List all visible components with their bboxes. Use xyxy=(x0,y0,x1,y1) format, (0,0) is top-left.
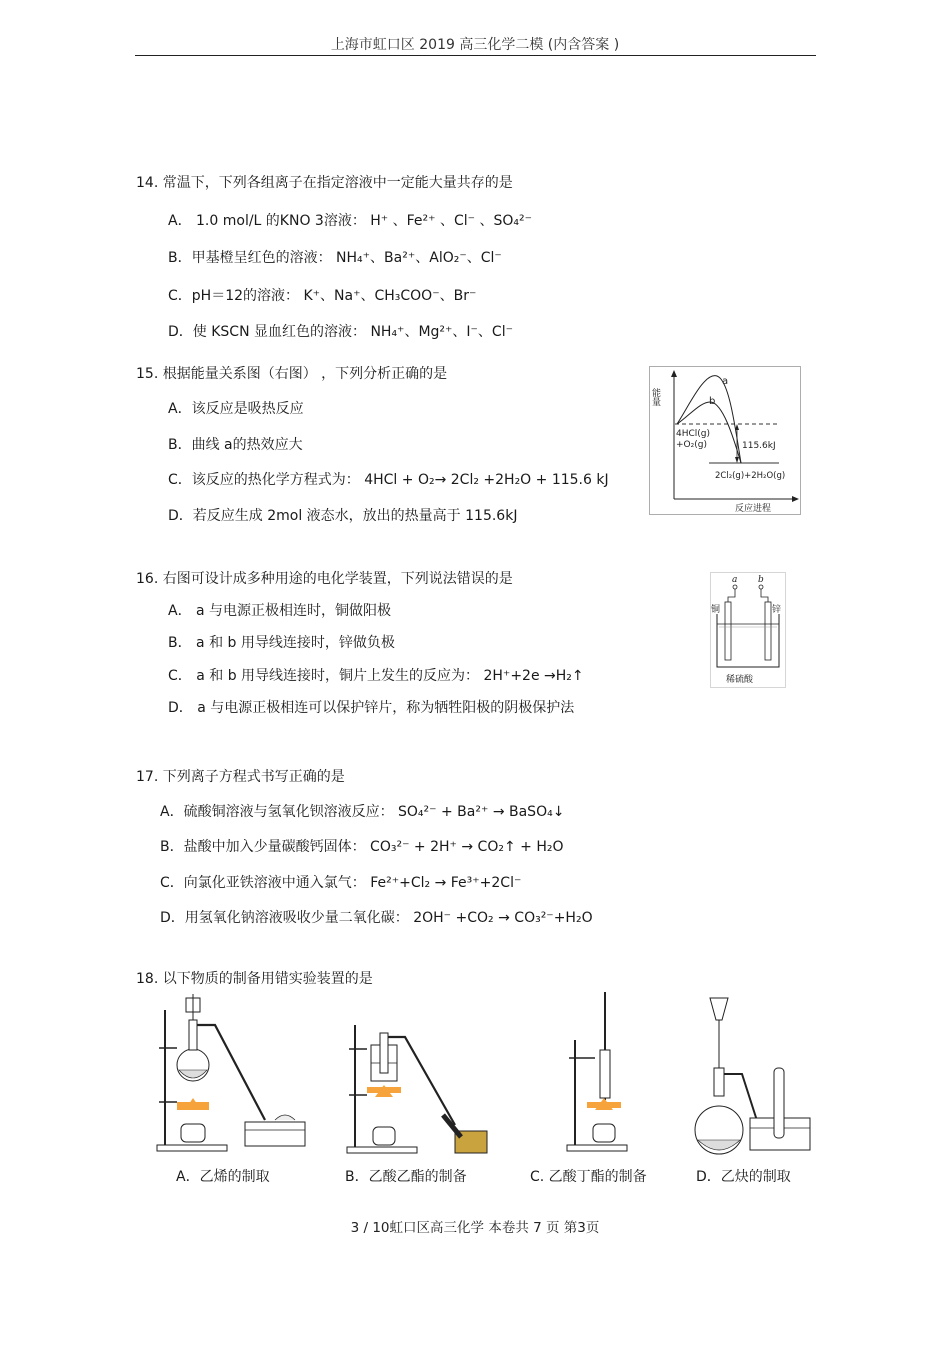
question-17-option-c: C．向氯化亚铁溶液中通入氯气： Fe²⁺+Cl₂ → Fe³⁺+2Cl⁻ xyxy=(160,875,522,891)
question-16-option-d: D． a 与电源正极相连可以保护锌片，称为牺牲阳极的阴极保护法 xyxy=(168,700,575,716)
apparatus-c-caption: C. 乙酸丁酯的制备 xyxy=(530,1169,647,1185)
question-16-option-a: A． a 与电源正极相连时，铜做阳极 xyxy=(168,603,392,619)
question-15-option-c: C．该反应的热化学方程式为： 4HCl + O₂→ 2Cl₂ +2H₂O + 115.6 kJ xyxy=(168,472,609,488)
terminal-b-label: b xyxy=(758,575,764,585)
header-rule xyxy=(135,55,816,56)
electrochemical-cell-diagram xyxy=(710,572,786,688)
question-18-stem: 18. 以下物质的制备用错实验装置的是 xyxy=(136,971,373,987)
question-16-option-b: B． a 和 b 用导线连接时，锌做负极 xyxy=(168,635,395,651)
zinc-electrode-label: 锌 xyxy=(772,605,782,615)
apparatus-c-butyl-acetate xyxy=(565,990,635,1155)
apparatus-d-acetylene xyxy=(690,990,815,1160)
energy-diagram xyxy=(649,366,801,515)
terminal-a-label: a xyxy=(732,575,738,585)
reactant-label-2: +O₂(g) xyxy=(676,440,707,450)
apparatus-b-caption: B．乙酸乙酯的制备 xyxy=(345,1169,467,1185)
question-15-option-d: D．若反应生成 2mol 液态水，放出的热量高于 115.6kJ xyxy=(168,508,518,524)
page-header: 上海市虹口区 2019 高三化学二模 (内含答案 ) xyxy=(330,37,620,53)
apparatus-a-caption: A．乙烯的制取 xyxy=(176,1169,270,1185)
question-14-option-c: C．pH＝12的溶液： K⁺、Na⁺、CH₃COO⁻、Br⁻ xyxy=(168,288,477,304)
apparatus-d-caption: D．乙炔的制取 xyxy=(696,1169,791,1185)
copper-electrode-label: 铜 xyxy=(711,605,721,615)
question-15-option-a: A．该反应是吸热反应 xyxy=(168,401,304,417)
energy-xlabel: 反应进程 xyxy=(735,504,772,514)
question-15-stem: 15. 根据能量关系图（右图） ，下列分析正确的是 xyxy=(136,366,448,382)
question-17-option-d: D．用氢氧化钠溶液吸收少量二氧化碳： 2OH⁻ +CO₂ → CO₃²⁻+H₂O xyxy=(160,910,593,926)
question-17-stem: 17. 下列离子方程式书写正确的是 xyxy=(136,769,345,785)
page-footer: 3 / 10虹口区高三化学 本卷共 7 页 第3页 xyxy=(350,1220,600,1236)
question-14-option-d: D．使 KSCN 显血红色的溶液： NH₄⁺、Mg²⁺、I⁻、Cl⁻ xyxy=(168,324,513,340)
question-16-option-c: C． a 和 b 用导线连接时，铜片上发生的反应为： 2H⁺+2e →H₂↑ xyxy=(168,668,584,684)
curve-b-label: b xyxy=(709,396,716,407)
question-16-stem: 16. 右图可设计成多种用途的电化学装置，下列说法错误的是 xyxy=(136,571,513,587)
energy-ylabel: 能量 xyxy=(650,388,660,406)
question-15-option-b: B．曲线 a的热效应大 xyxy=(168,437,303,453)
reactant-label-1: 4HCl(g) xyxy=(676,429,711,439)
product-label: 2Cl₂(g)+2H₂O(g) xyxy=(715,471,786,481)
question-17-option-b: B．盐酸中加入少量碳酸钙固体： CO₃²⁻ + 2H⁺ → CO₂↑ + H₂O xyxy=(160,839,564,855)
question-14-stem: 14. 常温下，下列各组离子在指定溶液中一定能大量共存的是 xyxy=(136,175,513,191)
question-14-option-b: B．甲基橙呈红色的溶液： NH₄⁺、Ba²⁺、AlO₂⁻、Cl⁻ xyxy=(168,250,502,266)
electrolyte-label: 稀硫酸 xyxy=(726,675,754,685)
apparatus-a-ethylene xyxy=(155,990,310,1155)
question-14-option-a: A． 1.0 mol/L 的KNO 3溶液： H⁺ 、Fe²⁺ 、Cl⁻ 、SO₄²⁻ xyxy=(168,213,533,229)
question-17-option-a: A．硫酸铜溶液与氢氧化钡溶液反应： SO₄²⁻ + Ba²⁺ → BaSO₄↓ xyxy=(160,804,565,820)
delta-label: 115.6kJ xyxy=(742,441,776,451)
curve-a-label: a xyxy=(722,376,729,387)
apparatus-b-ethyl-acetate xyxy=(345,1015,490,1155)
